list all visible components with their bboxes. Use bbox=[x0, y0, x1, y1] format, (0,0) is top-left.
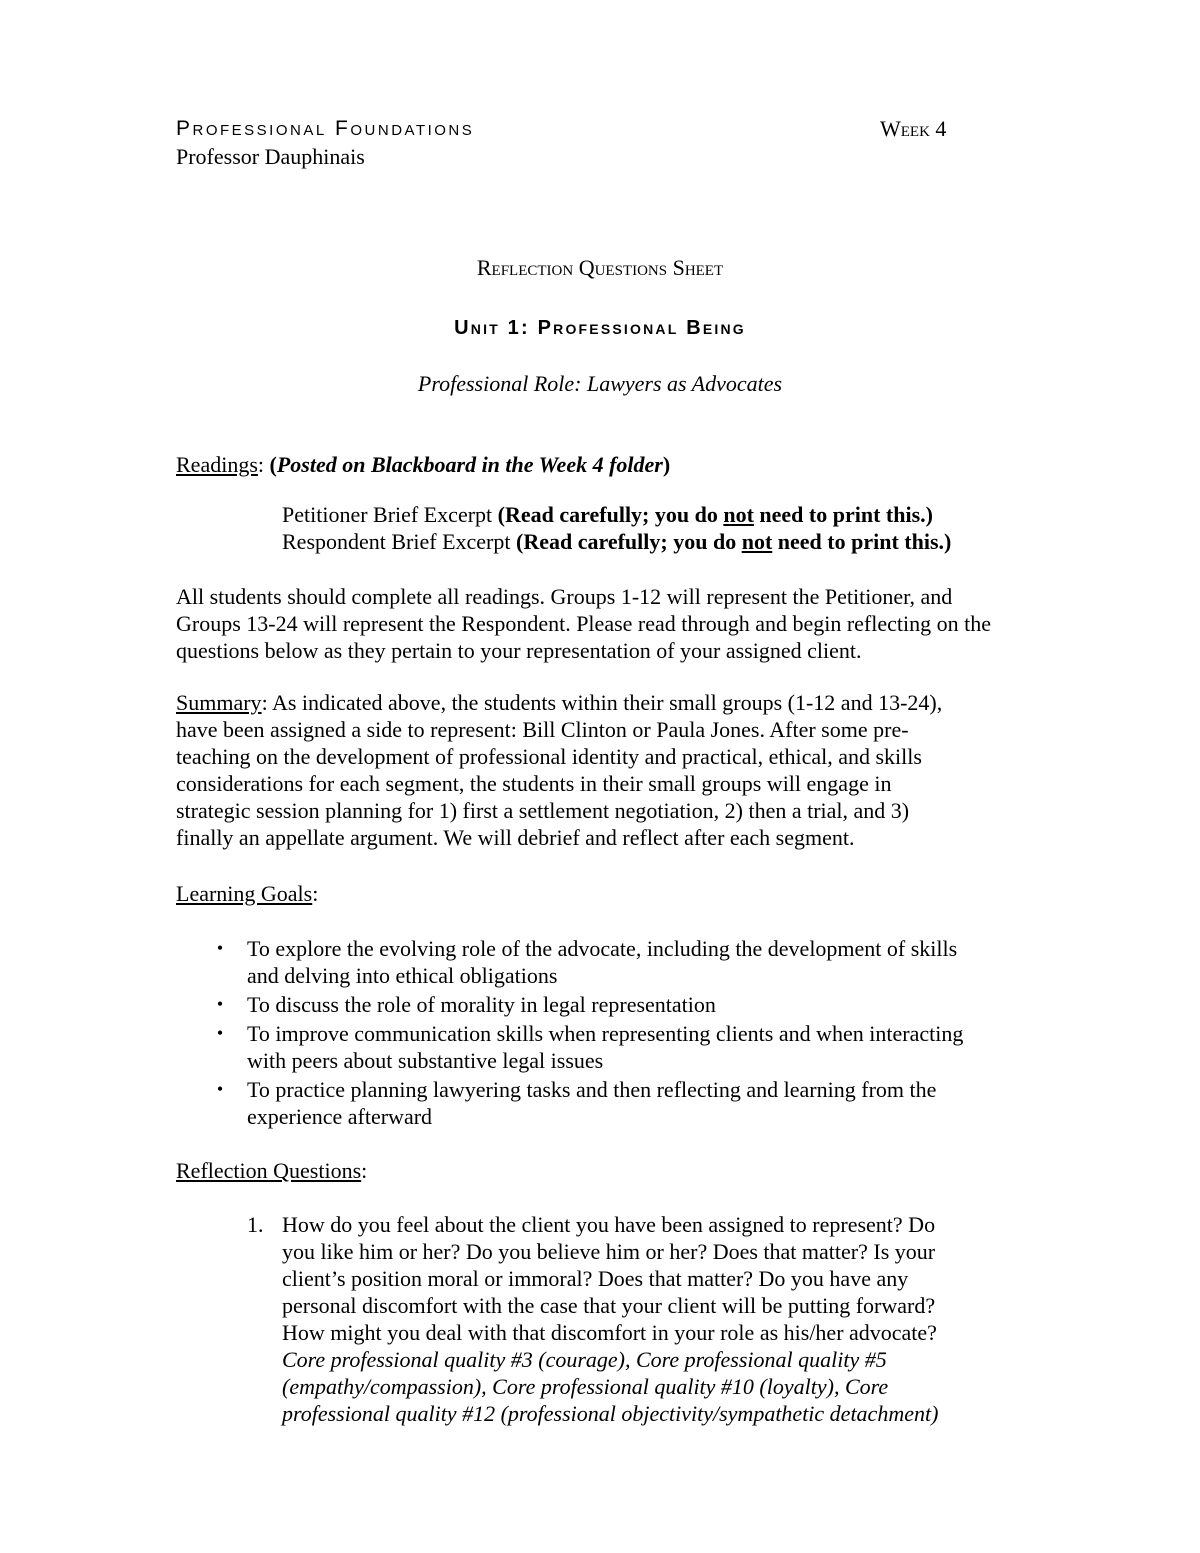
reflection-questions-label: Reflection Questions bbox=[176, 1158, 362, 1183]
core-quality-line: professional quality #12 (professional objectivity/sympathetic detachment) bbox=[282, 1401, 939, 1426]
question-text: How do you feel about the client you have been assigned to represent? Do you like him or her? Do you believe him or her? Does that matter? Is your client’s position moral or immoral? Does that matter? Do you have any personal discomfort with the case that your client will be putting forward? How might you deal with that discomfort in your role as his/her advocate? Core professional quality #3 (courage), Core professional quality #5 (empathy/compassion), Core professional quality #10 (loyalty), Core professional quality #12 (professional objectivity/sympathetic detachment) bbox=[282, 1211, 1042, 1427]
reading-item-note: (Read carefully; you do not need to print this.) bbox=[497, 502, 933, 527]
summary-label: Summary bbox=[176, 690, 262, 715]
learning-goals-list bbox=[210, 935, 1060, 1132]
professor-name: Professor Dauphinais bbox=[176, 144, 365, 169]
paragraph-line: All students should complete all readings. Groups 1-12 will represent the Petitioner, and bbox=[176, 584, 953, 609]
reflection-questions-heading: Reflection Questions: bbox=[176, 1158, 368, 1183]
list-item: • To explore the evolving role of the advocate, including the development of skills and delving into ethical obligations bbox=[210, 935, 1060, 989]
bullet-icon: • bbox=[216, 994, 224, 1014]
reading-item bbox=[282, 528, 951, 555]
readings-label: Readings bbox=[176, 452, 258, 477]
learning-goals-label: Learning Goals bbox=[176, 881, 313, 906]
paragraph-line: have been assigned a side to represent: Bill Clinton or Paula Jones. After some pre- bbox=[176, 717, 909, 742]
paragraph-line: Summary: As indicated above, the students within their small groups (1-12 and 13-24), bbox=[176, 690, 943, 715]
paragraph-line: Groups 13-24 will represent the Respondent. Please read through and begin reflecting on the bbox=[176, 611, 991, 636]
readings-line bbox=[176, 451, 670, 478]
unit-title: Unit 1: Professional Being bbox=[454, 317, 746, 339]
reading-item-note: (Read carefully; you do not need to print this.) bbox=[516, 529, 952, 554]
reading-item-name: Respondent Brief Excerpt bbox=[282, 529, 516, 554]
reading-item-name: Petitioner Brief Excerpt bbox=[282, 502, 498, 527]
paragraph-line: questions below as they pertain to your representation of your assigned client. bbox=[176, 638, 862, 663]
students-paragraph bbox=[176, 583, 1066, 664]
summary-paragraph bbox=[176, 689, 1066, 851]
list-item: • To discuss the role of morality in legal representation bbox=[210, 991, 1060, 1018]
role-subtitle: Professional Role: Lawyers as Advocates bbox=[417, 371, 783, 396]
paragraph-line: strategic session planning for 1) first a settlement negotiation, 2) then a trial, and 3) bbox=[176, 798, 910, 823]
learning-goals-heading: Learning Goals: bbox=[176, 881, 319, 906]
bullet-icon: • bbox=[216, 1023, 224, 1043]
paragraph-line: teaching on the development of professional identity and practical, ethical, and skills bbox=[176, 744, 922, 769]
bullet-icon: • bbox=[216, 938, 224, 958]
core-quality-line: Core professional quality #3 (courage), Core professional quality #5 bbox=[282, 1347, 887, 1372]
list-item: • To practice planning lawyering tasks and then reflecting and learning from the experience afterward bbox=[210, 1076, 1060, 1130]
course-name: Professional Foundations bbox=[176, 117, 475, 140]
reading-item bbox=[282, 501, 933, 528]
readings-location: Posted on Blackboard in the Week 4 folder bbox=[276, 452, 663, 477]
list-item: • To improve communication skills when representing clients and when interacting with peers about substantive legal issues bbox=[210, 1020, 1060, 1074]
readings-colon: : bbox=[257, 452, 270, 477]
bullet-icon: • bbox=[216, 1079, 224, 1099]
core-quality-line: (empathy/compassion), Core professional quality #10 (loyalty), Core bbox=[282, 1374, 889, 1399]
readings-open-paren: ( bbox=[269, 452, 277, 477]
paragraph-line: finally an appellate argument. We will debrief and reflect after each segment. bbox=[176, 825, 855, 850]
question-number: 1. bbox=[247, 1212, 264, 1237]
paragraph-line: considerations for each segment, the students in their small groups will engage in bbox=[176, 771, 892, 796]
readings-close-paren: ) bbox=[662, 452, 671, 477]
sheet-title: Reflection Questions Sheet bbox=[476, 255, 724, 280]
week-label: Week 4 bbox=[880, 116, 947, 141]
